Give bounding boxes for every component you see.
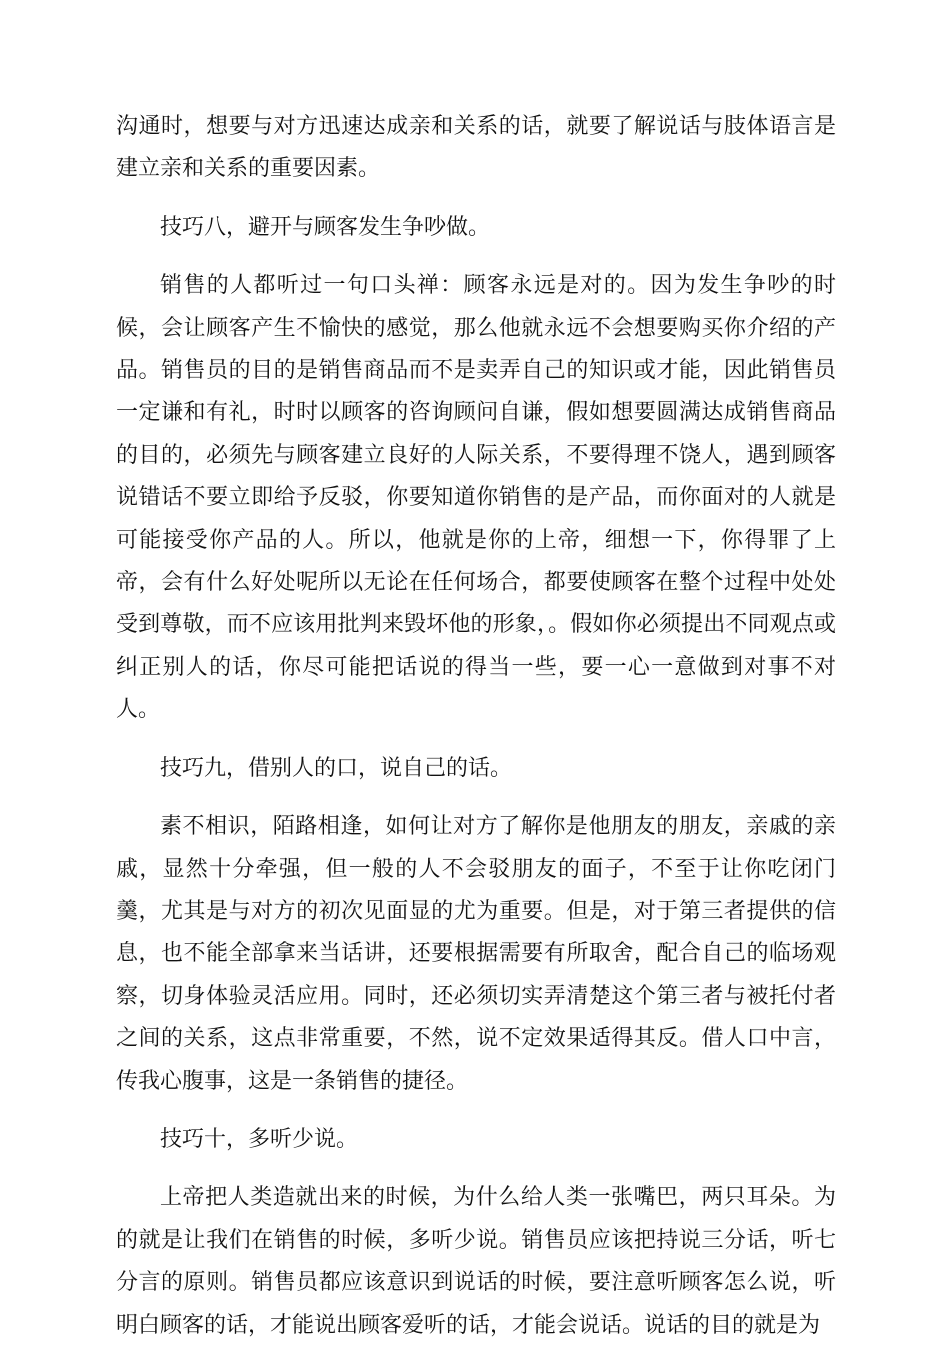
section-heading-tip-8: 技巧八，避开与顾客发生争吵做。 bbox=[160, 214, 491, 240]
body-paragraph-tip-8: 销售的人都听过一句口头禅：顾客永远是对的。因为发生争吵的时候，会让顾客产生不愉快的感觉，那么他就永远不会想要购买你介绍的产品。销售员的目的是销售商品而不是卖弄自己的知识或才能，因此销售员一定谦和有礼，时时以顾客的咨询顾问自谦，假如想要圆满达成销售商品的目的，必须先与顾客建立良好的人际关系，不要得理不饶人，遇到顾客说错话不要立即给予反驳，你要知道你销售的是产品，而你面对的人就是可能接受你产品的人。所以，他就是你的上帝，细想一下，你得罪了上帝，会有什么好处呢所以无论在任何场合，都要使顾客在整个过程中处处受到尊敬，而不应该用批判来毁坏他的形象，。假如你必须提出不同观点或纠正别人的话，你尽可能把话说的得当一些，要一心一意做到对事不对人。 bbox=[116, 273, 836, 723]
section-heading-tip-9: 技巧九，借别人的口，说自己的话。 bbox=[160, 755, 513, 781]
body-paragraph-tip-9: 素不相识，陌路相逢，如何让对方了解你是他朋友的朋友，亲戚的亲戚，显然十分牵强，但一般的人不会驳朋友的面子，不至于让你吃闭门羹，尤其是与对方的初次见面显的尤为重要。但是，对于第三者提供的信息，也不能全部拿来当话讲，还要根据需要有所取舍，配合自己的临场观察，切身体验灵活应用。同时，还必须切实弄清楚这个第三者与被托付者之间的关系，这点非常重要，不然，说不定效果适得其反。借人口中言，传我心腹事，这是一条销售的捷径。 bbox=[116, 814, 836, 1094]
section-heading-tip-10: 技巧十，多听少说。 bbox=[160, 1126, 359, 1152]
continuation-paragraph: 沟通时，想要与对方迅速达成亲和关系的话，就要了解说话与肢体语言是建立亲和关系的重要因素。 bbox=[116, 114, 836, 182]
document-page bbox=[116, 106, 836, 1363]
body-paragraph-tip-10: 上帝把人类造就出来的时候，为什么给人类一张嘴巴，两只耳朵。为的就是让我们在销售的时候，多听少说。销售员应该把持说三分话，听七分言的原则。销售员都应该意识到说话的时候，要注意听顾客怎么说，听明白顾客的话，才能说出顾客爱听的话，才能会说话。说话的目的就是为 bbox=[116, 1185, 836, 1338]
